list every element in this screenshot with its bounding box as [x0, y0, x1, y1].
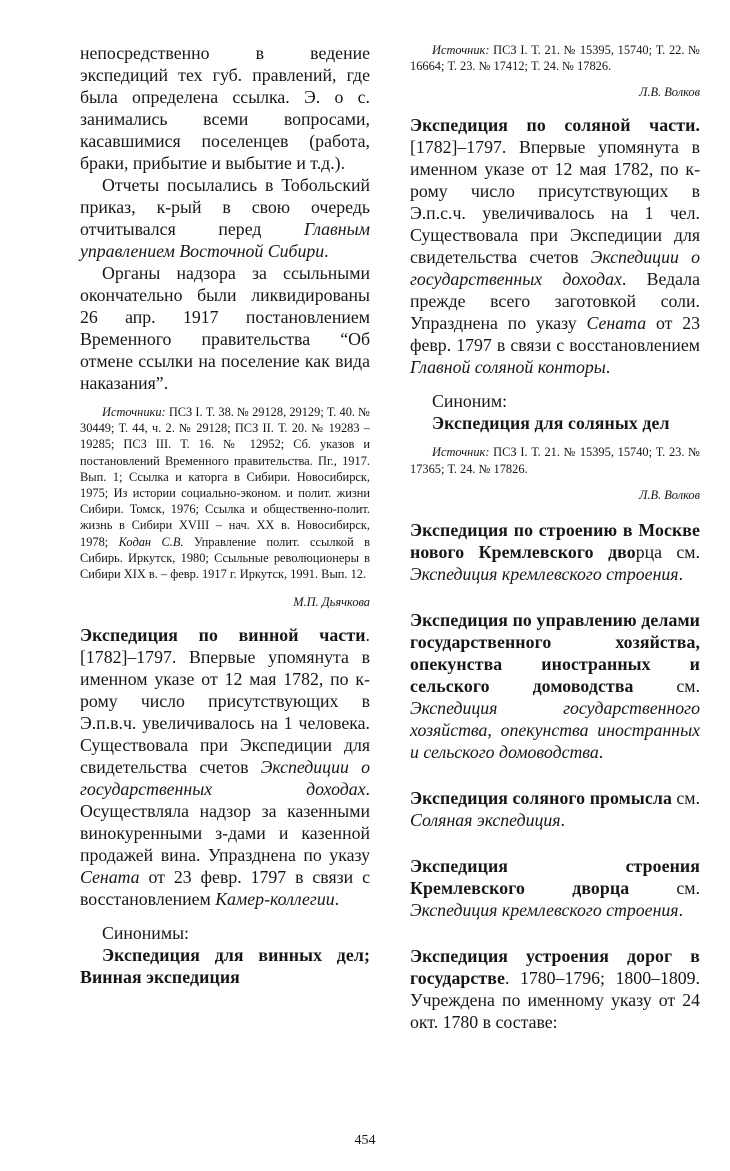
- entry-salt-trade: Экспедиция соляного промысла см. Соляная экспедиция.: [410, 787, 700, 830]
- cross-reference[interactable]: Экспедиция кремлевского строения: [410, 563, 679, 584]
- page-number: 454: [354, 1133, 376, 1148]
- cross-reference[interactable]: Соляная экспедиция: [410, 809, 561, 830]
- sources-block: Источник: ПСЗ I. Т. 21. № 15395, 15740; Т. 22. № 16664; Т. 23. № 17412; Т. 24. № 17826.: [410, 43, 700, 74]
- cross-reference[interactable]: Сената: [586, 313, 647, 334]
- entry-title: Экспедиция по винной части: [80, 625, 366, 646]
- left-column: [80, 42, 370, 988]
- entry-title: Экспедиция по соляной части.: [410, 115, 700, 136]
- cross-reference[interactable]: Экспедиции о государственных доходах: [80, 757, 370, 800]
- entry-title: Экспедиция строения Кремлевского дворца: [410, 855, 700, 898]
- cross-reference[interactable]: Камер-коллегии: [215, 889, 335, 910]
- entry-wine-expedition: Экспедиция по винной части. [1782]–1797. Впервые упомянута в именном указе от 12 мая 1782, по к-рому число присутствующих в Э.п.в.ч. увеличивалось на 1 человека. Существовала при Экспедиции для свидетельства счетов Экспедиции о государственных доходах. Осуществляла надзор за казенными винокуренными з-дами и казенной продажей вина. Упразднена по указу Сената от 23 февр. 1797 в связи с восстановлением Камер-коллегии.: [80, 625, 370, 910]
- entry-salt-expedition: Экспедиция по соляной части. [1782]–1797. Впервые упомянута в именном указе от 12 мая 1782, по к-рому число присутствующих в Э.п.с.ч. увеличивалось на 1 чел. Существовала при Экспедиции для свидетельства счетов Экспедиции о государственных доходах. Ведала прежде всего заготовкой соли. Упразднена по указу Сената от 23 февр. 1797 в связи с восстановлением Главной соляной конторы.: [410, 115, 700, 378]
- synonyms-label: Синонимы:: [102, 923, 189, 944]
- paragraph-reports: Отчеты посылались в Тобольский приказ, к-рый в свою очередь отчитывался перед Главным управлением Восточной Сибири.: [80, 175, 370, 261]
- entry-title: Экспедиция по управлению делами государственного хозяйства, опекунства иностранных и сельского домоводства: [410, 609, 700, 696]
- entry-kremlin-palace: Экспедиция по строению в Москве нового Кремлевского дворца см. Экспедиция кремлевского строения.: [410, 519, 700, 584]
- entry-kremlin-construction: Экспедиция строения Кремлевского дворца см. Экспедиция кремлевского строения.: [410, 855, 700, 920]
- entry-title: Экспедиция соляного промысла: [410, 787, 672, 808]
- sources-block: Источник: ПСЗ I. Т. 21. № 15395, 15740; Т. 23. № 17365; Т. 24. № 17826.: [410, 445, 700, 476]
- author-signature: М.П. Дьячкова: [293, 595, 370, 610]
- paragraph-liquidation: Органы надзора за ссыльными окончательно были ликвидированы 26 апр. 1917 постановлением Временного правительства “Об отмене ссылки на поселение как вида наказания”.: [80, 263, 370, 393]
- author-signature: Л.В. Волков: [638, 85, 700, 100]
- sources-label: Источники:: [102, 405, 166, 419]
- entry-roads: Экспедиция устроения дорог в государстве. 1780–1796; 1800–1809. Учреждена по именному указу от 24 окт. 1780 в составе:: [410, 945, 700, 1032]
- paragraph-continuation: непосредственно в ведение экспедиций тех губ. правлений, где была определена ссылка. Э. о с. занимались всеми вопросами, касавшимися поселенцев (работа, браки, прибытие и выбытие и т.д.).: [80, 43, 370, 173]
- cross-reference[interactable]: Экспедиция кремлевского строения: [410, 899, 679, 920]
- sources-label: Источник:: [432, 43, 490, 57]
- sources-block: Источники: ПСЗ I. Т. 38. № 29128, 29129; Т. 40. № 30449; Т. 44, ч. 2. № 29128; ПСЗ II. Т. 20. № 19283 – 19285; ПСЗ III. Т. 16. № 12952; Сб. указов и постановлений Временного правительства. Пг., 1917. Вып. 1; Ссылка и каторга в Сибири. Новосибирск, 1975; Из истории социально-эконом. и полит. жизни Сибири. Томск, 1976; Ссылка и общественно-полит. жизнь в Сибири XVIII – нач. XX в. Новосибирск, 1978; Кодан С.В. Управление полит. ссылкой в Сибирь. Иркутск, 1980; Ссыльные революционеры в Сибири XIX в. – февр. 1917 г. Иркутск, 1991. Вып. 12.: [80, 405, 370, 582]
- cross-reference[interactable]: Экспедиция государственного хозяйства, опекунства иностранных и сельского домоводства: [410, 697, 700, 762]
- entry-title: Экспедиция устроения дорог в государстве: [410, 945, 700, 988]
- entry-title: Экспедиция по строению в Москве нового Кремлевского дво: [410, 519, 700, 562]
- cross-reference[interactable]: Экспедиции о государственных доходах: [410, 247, 700, 290]
- synonym-label: Синоним:: [432, 391, 508, 412]
- author-signature: Л.В. Волков: [638, 487, 700, 502]
- right-column: [410, 42, 700, 1033]
- cross-reference[interactable]: Главной соляной конторы: [410, 357, 606, 378]
- cross-reference[interactable]: Сената: [80, 867, 140, 888]
- cross-reference[interactable]: Главным управлением Восточной Сибири: [80, 219, 370, 261]
- synonym-text: Экспедиция для соляных дел: [432, 413, 670, 434]
- synonyms-list: Экспедиция для винных дел; Винная экспедиция: [80, 945, 370, 988]
- entry-state-economy: Экспедиция по управлению делами государственного хозяйства, опекунства иностранных и сельского домоводства см. Экспедиция государственного хозяйства, опекунства иностранных и сельского домоводства.: [410, 609, 700, 762]
- sources-label: Источник:: [432, 445, 490, 460]
